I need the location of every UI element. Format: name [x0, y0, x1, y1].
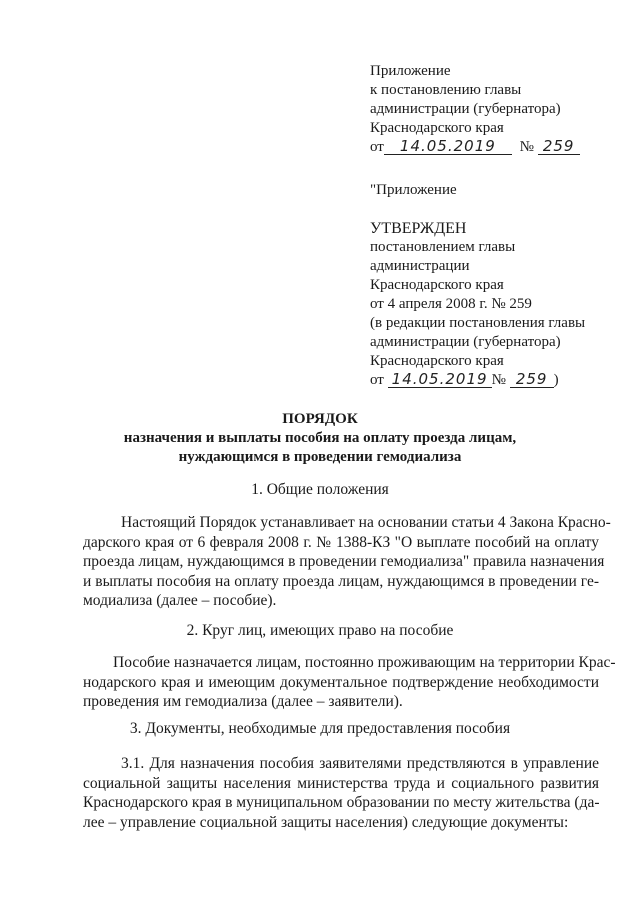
closing-paren: ): [553, 372, 559, 388]
appendix-date-line: [370, 138, 630, 157]
section-paragraph: [83, 653, 616, 712]
handwritten-date: 14.05.2019: [388, 372, 492, 388]
paragraph-line: нодарского края и имеющим документальное подтверждение необходимости: [83, 673, 599, 691]
handwritten-number: 259: [510, 372, 554, 388]
document-subtitle-line: нуждающимся в проведении гемодиализа: [178, 449, 462, 465]
document-title: ПОРЯДОК: [282, 411, 358, 427]
paragraph-line: и выплаты пособия на оплату проезда лицам, нуждающимся в проведении ге-: [83, 572, 599, 590]
approval-line: от 4 апреля 2008 г. № 259: [370, 296, 532, 312]
appendix-line: Приложение: [370, 63, 451, 79]
paragraph-line: Пособие назначается лицам, постоянно проживающим на территории Крас-: [113, 654, 616, 671]
paragraph-line: Краснодарского края в муниципальном образовании по месту жительства (да-: [83, 794, 600, 811]
approval-line: Краснодарского края: [370, 353, 504, 369]
date-prefix: от: [370, 372, 384, 388]
approval-line: (в редакции постановления главы: [370, 315, 586, 331]
section-paragraph: [83, 513, 611, 611]
paragraph-line: 3.1. Для назначения пособия заявителями предствляются в управление: [121, 755, 599, 772]
handwritten-date: 14.05.2019: [384, 139, 512, 155]
section-paragraph: [83, 754, 599, 832]
appendix-line: администрации (губернатора): [370, 101, 561, 117]
approval-block: [370, 181, 630, 390]
paragraph-line: модиализа (далее – пособие).: [83, 592, 277, 609]
paragraph-line: социальной защиты населения министерства труда и социального развития: [83, 774, 599, 792]
section-heading: 2. Круг лиц, имеющих право на пособие: [186, 622, 454, 639]
approval-line: администрации (губернатора): [370, 334, 561, 350]
handwritten-number: 259: [538, 139, 580, 155]
document-subtitle-line: назначения и выплаты пособия на оплату проезда лицам,: [123, 430, 517, 446]
approval-line: Краснодарского края: [370, 277, 504, 293]
approved-stamp-text: УТВЕРЖДЕН: [370, 220, 467, 237]
approval-label: "Приложение: [370, 182, 457, 198]
date-prefix: от: [370, 139, 384, 155]
number-prefix: №: [519, 139, 534, 155]
approval-line: постановлением главы: [370, 239, 516, 255]
paragraph-line: дарского края от 6 февраля 2008 г. № 1388-КЗ "О выплате пособий на оплату: [83, 533, 599, 551]
appendix-line: Краснодарского края: [370, 120, 504, 136]
appendix-line: к постановлению главы: [370, 82, 522, 98]
section-heading: 3. Документы, необходимые для предоставления пособия: [129, 720, 511, 737]
paragraph-line: проведения им гемодиализа (далее – заявители).: [83, 693, 403, 710]
paragraph-line: Настоящий Порядок устанавливает на основании статьи 4 Закона Красно-: [121, 514, 611, 531]
approval-date-line: [370, 371, 630, 390]
appendix-header-block: [370, 62, 630, 157]
paragraph-line: проезда лицам, нуждающимся в проведении гемодиализа" правила назначения: [83, 553, 605, 570]
approval-line: администрации: [370, 258, 470, 274]
number-prefix: №: [491, 372, 506, 388]
section-heading: 1. Общие положения: [251, 481, 389, 498]
paragraph-line: лее – управление социальной защиты населения) следующие документы:: [83, 813, 569, 831]
